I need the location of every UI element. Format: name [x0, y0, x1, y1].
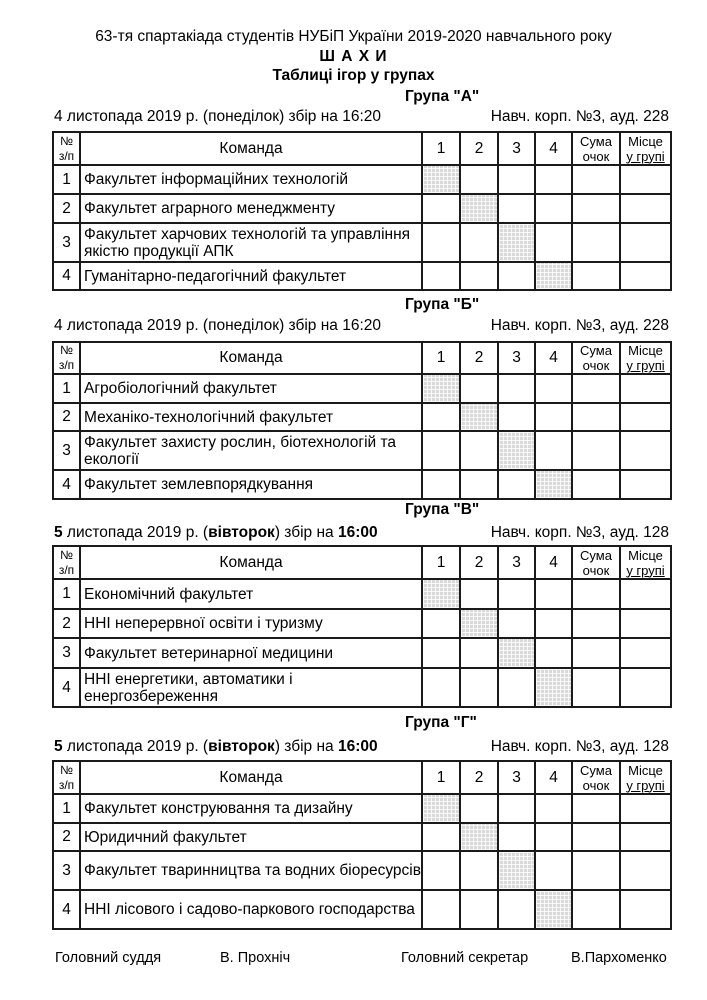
document-subtitle: Таблиці ігор у групах: [272, 67, 435, 84]
place-cell[interactable]: [620, 668, 671, 707]
group-table: [52, 545, 672, 708]
result-cell[interactable]: [498, 374, 535, 403]
result-cell[interactable]: [498, 403, 535, 431]
header-num: [53, 342, 80, 374]
table-row: [53, 668, 671, 707]
team-number: 4: [53, 668, 80, 707]
points-cell[interactable]: [572, 194, 620, 223]
place-cell[interactable]: [620, 890, 671, 929]
self-match-cell: [498, 223, 535, 262]
result-cell[interactable]: [460, 470, 498, 499]
result-cell[interactable]: [422, 890, 460, 929]
team-name: Факультет інформаційних технологій: [80, 165, 422, 194]
self-match-cell: [535, 262, 572, 290]
result-cell[interactable]: [460, 262, 498, 290]
header-team: Команда: [80, 132, 422, 165]
schedule-day: 4: [54, 317, 63, 334]
team-name: Факультет ветеринарної медицини: [80, 638, 422, 668]
header-game-3: 3: [498, 132, 535, 165]
points-cell[interactable]: [572, 609, 620, 638]
place-cell[interactable]: [620, 194, 671, 223]
place-cell[interactable]: [620, 609, 671, 638]
result-cell[interactable]: [535, 194, 572, 223]
schedule-month: листопада 2019 р. (: [62, 108, 209, 125]
self-match-cell: [422, 794, 460, 823]
points-cell[interactable]: [572, 262, 620, 290]
result-cell[interactable]: [460, 890, 498, 929]
result-cell[interactable]: [535, 609, 572, 638]
team-number: 2: [53, 194, 80, 223]
result-cell[interactable]: [535, 403, 572, 431]
group-schedule: [54, 738, 378, 756]
result-cell[interactable]: [422, 194, 460, 223]
table-row: [53, 609, 671, 638]
header-points-bottom: очок: [582, 777, 610, 793]
table-header-row: [53, 132, 671, 165]
group-schedule: [54, 524, 378, 542]
table-row: [53, 431, 671, 470]
place-cell[interactable]: [620, 794, 671, 823]
table-row: [53, 223, 671, 262]
points-cell[interactable]: [572, 431, 620, 470]
self-match-cell: [535, 470, 572, 499]
table-header-row: [53, 761, 671, 794]
chief-secretary-label: Головний секретар: [401, 950, 529, 966]
header-points: [572, 342, 620, 374]
header-team: Команда: [80, 761, 422, 794]
schedule-weekday: понеділок: [208, 108, 280, 125]
place-cell[interactable]: [620, 638, 671, 668]
table-row: [53, 638, 671, 668]
result-cell[interactable]: [460, 165, 498, 194]
header-game-2: 2: [460, 546, 498, 579]
points-cell[interactable]: [572, 851, 620, 890]
header-place-bottom: у групі: [626, 777, 665, 793]
result-cell[interactable]: [422, 638, 460, 668]
header-num-bottom: з/п: [58, 777, 75, 792]
header-team: Команда: [80, 342, 422, 374]
table-header-row: [53, 342, 671, 374]
header-game-2: 2: [460, 132, 498, 165]
chief-judge-name: В. Прохніч: [220, 950, 291, 966]
header-num-bottom: з/п: [58, 358, 75, 372]
table-row: [53, 851, 671, 890]
self-match-cell: [460, 823, 498, 851]
points-cell[interactable]: [572, 403, 620, 431]
points-cell[interactable]: [572, 794, 620, 823]
schedule-gather: ) збір на: [279, 108, 343, 125]
group-schedule: [54, 108, 381, 126]
header-place-top: Місце: [628, 343, 663, 358]
result-cell[interactable]: [535, 431, 572, 470]
header-game-4: 4: [535, 546, 572, 579]
schedule-month: листопада 2019 р. (: [62, 317, 209, 334]
points-cell[interactable]: [572, 579, 620, 609]
header-points-bottom: очок: [582, 562, 610, 578]
team-number: 1: [53, 165, 80, 194]
group-venue: Навч. корп. №3, ауд. 128: [490, 524, 669, 541]
self-match-cell: [498, 431, 535, 470]
points-cell[interactable]: [572, 223, 620, 262]
header-game-2: 2: [460, 761, 498, 794]
place-cell[interactable]: [620, 851, 671, 890]
schedule-weekday: вівторок: [208, 524, 275, 541]
header-num-bottom: з/п: [58, 148, 75, 163]
result-cell[interactable]: [460, 851, 498, 890]
result-cell[interactable]: [460, 794, 498, 823]
header-place: [620, 132, 671, 165]
header-points-top: Сума: [580, 762, 612, 778]
team-name: Механіко-технологічний факультет: [80, 403, 422, 431]
table-row: [53, 374, 671, 403]
place-cell[interactable]: [620, 165, 671, 194]
points-cell[interactable]: [572, 470, 620, 499]
result-cell[interactable]: [422, 668, 460, 707]
header-num-top: №: [60, 762, 73, 777]
header-points: [572, 761, 620, 794]
result-cell[interactable]: [460, 579, 498, 609]
points-cell[interactable]: [572, 638, 620, 668]
team-name: ННІ лісового і садово-паркового господарства: [80, 890, 422, 929]
team-number: 3: [53, 223, 80, 262]
team-number: 2: [53, 609, 80, 638]
result-cell[interactable]: [498, 470, 535, 499]
place-cell[interactable]: [620, 262, 671, 290]
table-row: [53, 823, 671, 851]
self-match-cell: [460, 403, 498, 431]
team-number: 4: [53, 470, 80, 499]
table-row: [53, 890, 671, 929]
header-game-2: 2: [460, 342, 498, 374]
header-points: [572, 546, 620, 579]
group-title: Група "В": [405, 501, 480, 518]
result-cell[interactable]: [460, 668, 498, 707]
header-place-top: Місце: [628, 133, 663, 149]
header-game-3: 3: [498, 761, 535, 794]
result-cell[interactable]: [422, 851, 460, 890]
team-number: 2: [53, 403, 80, 431]
header-points-top: Сума: [580, 133, 612, 149]
team-name: Агробіологічний факультет: [80, 374, 422, 403]
header-game-1: 1: [422, 342, 460, 374]
place-cell[interactable]: [620, 431, 671, 470]
team-name: ННІ енергетики, автоматики і енергозбереження: [80, 668, 422, 707]
table-row: [53, 262, 671, 290]
result-cell[interactable]: [460, 223, 498, 262]
schedule-time: 16:00: [337, 524, 378, 541]
place-cell[interactable]: [620, 470, 671, 499]
header-num-top: №: [60, 547, 73, 562]
result-cell[interactable]: [535, 579, 572, 609]
header-game-4: 4: [535, 761, 572, 794]
team-name: Гуманітарно-педагогічний факультет: [80, 262, 422, 290]
header-place: [620, 342, 671, 374]
result-cell[interactable]: [498, 579, 535, 609]
team-number: 3: [53, 638, 80, 668]
team-number: 3: [53, 851, 80, 890]
schedule-day: 4: [54, 108, 63, 125]
points-cell[interactable]: [572, 823, 620, 851]
place-cell[interactable]: [620, 223, 671, 262]
header-place-bottom: у групі: [626, 148, 665, 164]
header-num: [53, 132, 80, 165]
header-num: [53, 761, 80, 794]
header-points-top: Сума: [580, 547, 612, 563]
table-row: [53, 470, 671, 499]
points-cell[interactable]: [572, 165, 620, 194]
schedule-time: 16:20: [342, 108, 382, 125]
place-cell[interactable]: [620, 579, 671, 609]
place-cell[interactable]: [620, 823, 671, 851]
result-cell[interactable]: [422, 223, 460, 262]
team-name: Факультет тваринництва та водних біоресурсів: [80, 851, 422, 890]
group-title: Група "Г": [405, 714, 477, 731]
group-table: [52, 760, 672, 930]
schedule-weekday: понеділок: [208, 317, 280, 334]
self-match-cell: [460, 194, 498, 223]
team-name: Факультет захисту рослин, біотехнологій та екології: [80, 431, 422, 470]
team-number: 4: [53, 890, 80, 929]
group-table: [52, 341, 672, 500]
team-number: 3: [53, 431, 80, 470]
header-game-4: 4: [535, 342, 572, 374]
team-name: ННІ неперервної освіти і туризму: [80, 609, 422, 638]
team-number: 4: [53, 262, 80, 290]
chief-judge-label: Головний суддя: [55, 950, 162, 966]
result-cell[interactable]: [422, 470, 460, 499]
schedule-gather: ) збір на: [274, 738, 338, 755]
team-name: Факультет конструювання та дизайну: [80, 794, 422, 823]
result-cell[interactable]: [498, 794, 535, 823]
schedule-gather: ) збір на: [274, 524, 338, 541]
place-cell[interactable]: [620, 374, 671, 403]
result-cell[interactable]: [422, 403, 460, 431]
result-cell[interactable]: [535, 851, 572, 890]
result-cell[interactable]: [498, 165, 535, 194]
points-cell[interactable]: [572, 890, 620, 929]
header-points-bottom: очок: [582, 148, 610, 164]
self-match-cell: [460, 609, 498, 638]
table-row: [53, 794, 671, 823]
team-name: Факультет аграрного менеджменту: [80, 194, 422, 223]
header-place: [620, 546, 671, 579]
table-row: [53, 165, 671, 194]
team-number: 1: [53, 374, 80, 403]
schedule-day: 5: [54, 524, 63, 541]
self-match-cell: [535, 668, 572, 707]
header-game-1: 1: [422, 761, 460, 794]
header-num: [53, 546, 80, 579]
header-place-bottom: у групі: [626, 562, 665, 578]
group-title: Група "А": [405, 88, 480, 105]
header-game-4: 4: [535, 132, 572, 165]
group-venue: Навч. корп. №3, ауд. 128: [490, 738, 669, 755]
team-name: Факультет землевпорядкування: [80, 470, 422, 499]
group-schedule: [54, 317, 381, 335]
header-place-top: Місце: [628, 762, 663, 778]
self-match-cell: [422, 165, 460, 194]
header-points-top: Сума: [580, 343, 612, 358]
sport-title: Ш А Х И: [319, 48, 388, 65]
self-match-cell: [422, 374, 460, 403]
header-points: [572, 132, 620, 165]
result-cell[interactable]: [422, 823, 460, 851]
result-cell[interactable]: [535, 165, 572, 194]
result-cell[interactable]: [460, 374, 498, 403]
schedule-day: 5: [54, 738, 63, 755]
header-points-bottom: очок: [582, 358, 610, 373]
team-number: 1: [53, 579, 80, 609]
group-venue: Навч. корп. №3, ауд. 228: [490, 317, 669, 334]
team-name: Юридичний факультет: [80, 823, 422, 851]
result-cell[interactable]: [498, 890, 535, 929]
self-match-cell: [535, 890, 572, 929]
table-row: [53, 194, 671, 223]
self-match-cell: [498, 638, 535, 668]
schedule-time: 16:20: [342, 317, 382, 334]
schedule-month: листопада 2019 р. (: [62, 738, 209, 755]
team-number: 1: [53, 794, 80, 823]
header-place-top: Місце: [628, 547, 663, 563]
points-cell[interactable]: [572, 668, 620, 707]
result-cell[interactable]: [460, 431, 498, 470]
table-header-row: [53, 546, 671, 579]
header-num-top: №: [60, 133, 73, 148]
result-cell[interactable]: [498, 823, 535, 851]
schedule-time: 16:00: [337, 738, 378, 755]
result-cell[interactable]: [535, 638, 572, 668]
header-place: [620, 761, 671, 794]
group-table: [52, 131, 672, 291]
result-cell[interactable]: [498, 609, 535, 638]
header-game-1: 1: [422, 132, 460, 165]
schedule-gather: ) збір на: [279, 317, 343, 334]
self-match-cell: [498, 851, 535, 890]
header-num-bottom: з/п: [58, 562, 75, 577]
result-cell[interactable]: [535, 223, 572, 262]
schedule-month: листопада 2019 р. (: [62, 524, 209, 541]
table-row: [53, 579, 671, 609]
self-match-cell: [422, 579, 460, 609]
chief-secretary-name: В.Пархоменко: [571, 950, 667, 966]
table-row: [53, 403, 671, 431]
result-cell[interactable]: [460, 638, 498, 668]
team-name: Факультет харчових технологій та управління якістю продукції АПК: [80, 223, 422, 262]
competition-title: 63-тя спартакіада студентів НУБіП України 2019-2020 навчального року: [95, 28, 612, 45]
header-game-1: 1: [422, 546, 460, 579]
group-venue: Навч. корп. №3, ауд. 228: [490, 108, 669, 125]
result-cell[interactable]: [535, 794, 572, 823]
place-cell[interactable]: [620, 403, 671, 431]
result-cell[interactable]: [498, 668, 535, 707]
result-cell[interactable]: [498, 194, 535, 223]
result-cell[interactable]: [535, 374, 572, 403]
result-cell[interactable]: [422, 431, 460, 470]
header-place-bottom: у групі: [626, 358, 665, 373]
header-game-3: 3: [498, 342, 535, 374]
result-cell[interactable]: [422, 262, 460, 290]
header-num-top: №: [60, 343, 73, 357]
group-title: Група "Б": [405, 296, 480, 313]
points-cell[interactable]: [572, 374, 620, 403]
result-cell[interactable]: [535, 823, 572, 851]
team-number: 2: [53, 823, 80, 851]
schedule-weekday: вівторок: [208, 738, 275, 755]
result-cell[interactable]: [498, 262, 535, 290]
header-game-3: 3: [498, 546, 535, 579]
header-team: Команда: [80, 546, 422, 579]
result-cell[interactable]: [422, 609, 460, 638]
team-name: Економічний факультет: [80, 579, 422, 609]
